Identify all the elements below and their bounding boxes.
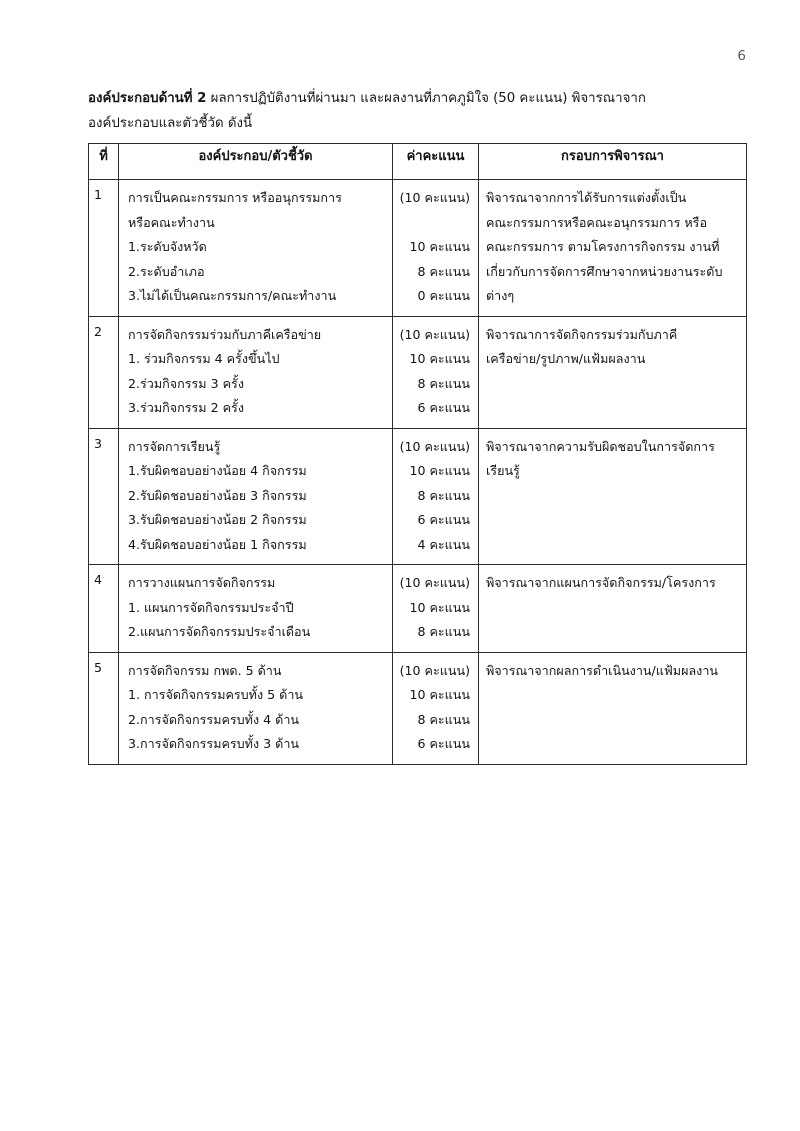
table-header (89, 144, 747, 180)
component-cell-line: 2.รับผิดชอบอย่างน้อย 3 กิจกรรม (128, 487, 307, 503)
score-cell-line: (10 คะแนน) (399, 190, 470, 205)
component-cell-line: 3.การจัดกิจกรรมครบทั้ง 3 ด้าน (128, 736, 300, 751)
component-cell-line: 2.ระดับอำเภอ (128, 263, 205, 279)
table-row (89, 316, 747, 428)
component-cell-line: 3.ร่วมกิจกรรม 2 ครั้ง (128, 400, 244, 415)
component-cell-line: การจัดกิจกรรม กพด. 5 ด้าน (128, 662, 282, 678)
component-cell-line: การเป็นคณะกรรมการ หรืออนุกรรมการ (128, 190, 342, 205)
score-cell-line: 4 คะแนน (417, 536, 470, 552)
framework-cell-line: พิจารณาจากแผนการจัดกิจกรรม/โครงการ (486, 575, 716, 590)
score-cell-line: 8 คะแนน (417, 624, 470, 639)
framework-cell-line: พิจารณาจากความรับผิดชอบในการจัดการ (486, 438, 715, 454)
table-row (89, 565, 747, 653)
score-cell-line: (10 คะแนน) (399, 326, 470, 342)
score-cell-line: 8 คะแนน (417, 711, 470, 727)
component-cell (119, 180, 393, 317)
framework-cell-line: พิจารณาจากการได้รับการแต่งตั้งเป็น (486, 190, 687, 205)
heading-line-2: องค์ประกอบและตัวชี้วัด ดังนี้ (88, 116, 253, 131)
section-heading (88, 86, 748, 136)
score-cell-line: 6 คะแนน (417, 736, 470, 751)
row-number-cell: 3 (89, 428, 119, 565)
framework-cell (479, 316, 747, 428)
framework-cell-line: ต่างๆ (486, 288, 515, 303)
score-cell-line: 10 คะแนน (409, 239, 470, 254)
score-cell-line: 8 คะแนน (417, 375, 470, 391)
heading-bold-label: องค์ประกอบด้านที่ 2 (88, 91, 207, 106)
component-cell-line: 1. การจัดกิจกรรมครบทั้ง 5 ด้าน (128, 687, 304, 702)
framework-cell-line: คณะกรรมการหรือคณะอนุกรรมการ หรือ (486, 214, 708, 230)
framework-cell (479, 180, 747, 317)
component-cell (119, 428, 393, 565)
table-row (89, 180, 747, 317)
component-cell-line: 2.ร่วมกิจกรรม 3 ครั้ง (128, 375, 244, 391)
table-body (89, 180, 747, 765)
framework-cell (479, 428, 747, 565)
row-number-cell: 4 (89, 565, 119, 653)
component-cell-line: 3.ไม่ได้เป็นคณะกรรมการ/คณะทำงาน (128, 288, 337, 303)
framework-cell-line: พิจารณาการจัดกิจกรรมร่วมกับภาคี (486, 326, 678, 342)
framework-cell (479, 652, 747, 764)
component-cell-line: การจัดกิจกรรมร่วมกับภาคีเครือข่าย (128, 326, 322, 342)
framework-cell-line: พิจารณาจากผลการดำเนินงาน/แฟ้มผลงาน (486, 662, 719, 678)
score-cell-line: 10 คะแนน (409, 599, 470, 615)
component-cell-line: 1.ระดับจังหวัด (128, 239, 207, 254)
framework-cell-line: เครือข่าย/รูปภาพ/แฟ้มผลงาน (486, 351, 646, 366)
page-number: 6 (737, 48, 746, 64)
component-cell-line: 3.รับผิดชอบอย่างน้อย 2 กิจกรรม (128, 512, 307, 527)
row-number-cell: 5 (89, 652, 119, 764)
criteria-table (88, 143, 747, 765)
score-cell (393, 652, 479, 764)
framework-cell-line: คณะกรรมการ ตามโครงการกิจกรรม งานที่ (486, 239, 720, 254)
framework-cell (479, 565, 747, 653)
component-cell-line: 4.รับผิดชอบอย่างน้อย 1 กิจกรรม (128, 536, 307, 552)
score-cell-line (399, 211, 470, 236)
column-header-score: ค่าคะแนน (393, 144, 479, 180)
score-cell-line: 6 คะแนน (417, 512, 470, 527)
component-cell-line: 2.การจัดกิจกรรมครบทั้ง 4 ด้าน (128, 711, 300, 727)
component-cell-line: การวางแผนการจัดกิจกรรม (128, 575, 276, 590)
component-cell (119, 316, 393, 428)
row-number-cell: 1 (89, 180, 119, 317)
component-cell-line: 2.แผนการจัดกิจกรรมประจำเดือน (128, 624, 311, 639)
score-cell-line: (10 คะแนน) (399, 438, 470, 454)
framework-cell-line: เกี่ยวกับการจัดการศึกษาจากหน่วยงานระดับ (486, 263, 723, 279)
component-cell-line: หรือคณะทำงาน (128, 214, 215, 230)
component-cell-line: 1. ร่วมกิจกรรม 4 ครั้งขึ้นไป (128, 351, 280, 366)
table-header-row (89, 144, 747, 180)
score-cell (393, 428, 479, 565)
column-header-no: ที่ (89, 144, 119, 180)
component-cell (119, 652, 393, 764)
score-cell-line: 8 คะแนน (417, 487, 470, 503)
column-header-component: องค์ประกอบ/ตัวชี้วัด (119, 144, 393, 180)
framework-cell-line: เรียนรู้ (486, 463, 520, 478)
score-cell-line: 0 คะแนน (417, 288, 470, 303)
score-cell-line: 10 คะแนน (409, 687, 470, 702)
score-cell-line: (10 คะแนน) (399, 575, 470, 590)
score-cell (393, 180, 479, 317)
component-cell (119, 565, 393, 653)
row-number-cell: 2 (89, 316, 119, 428)
score-cell (393, 316, 479, 428)
score-cell-line: 10 คะแนน (409, 463, 470, 478)
column-header-framework: กรอบการพิจารณา (479, 144, 747, 180)
table-row (89, 428, 747, 565)
score-cell-line: 10 คะแนน (409, 351, 470, 366)
score-cell-line: 6 คะแนน (417, 400, 470, 415)
score-cell-line: 8 คะแนน (417, 263, 470, 279)
score-cell (393, 565, 479, 653)
score-cell-line: (10 คะแนน) (399, 662, 470, 678)
component-cell-line: 1. แผนการจัดกิจกรรมประจำปี (128, 599, 294, 615)
component-cell-line: 1.รับผิดชอบอย่างน้อย 4 กิจกรรม (128, 463, 307, 478)
heading-line-1 (88, 86, 748, 111)
table-row (89, 652, 747, 764)
heading-rest-text: ผลการปฏิบัติงานที่ผ่านมา และผลงานที่ภาคภูมิใจ (50 คะแนน) พิจารณาจาก (206, 91, 646, 106)
component-cell-line: การจัดการเรียนรู้ (128, 438, 221, 454)
